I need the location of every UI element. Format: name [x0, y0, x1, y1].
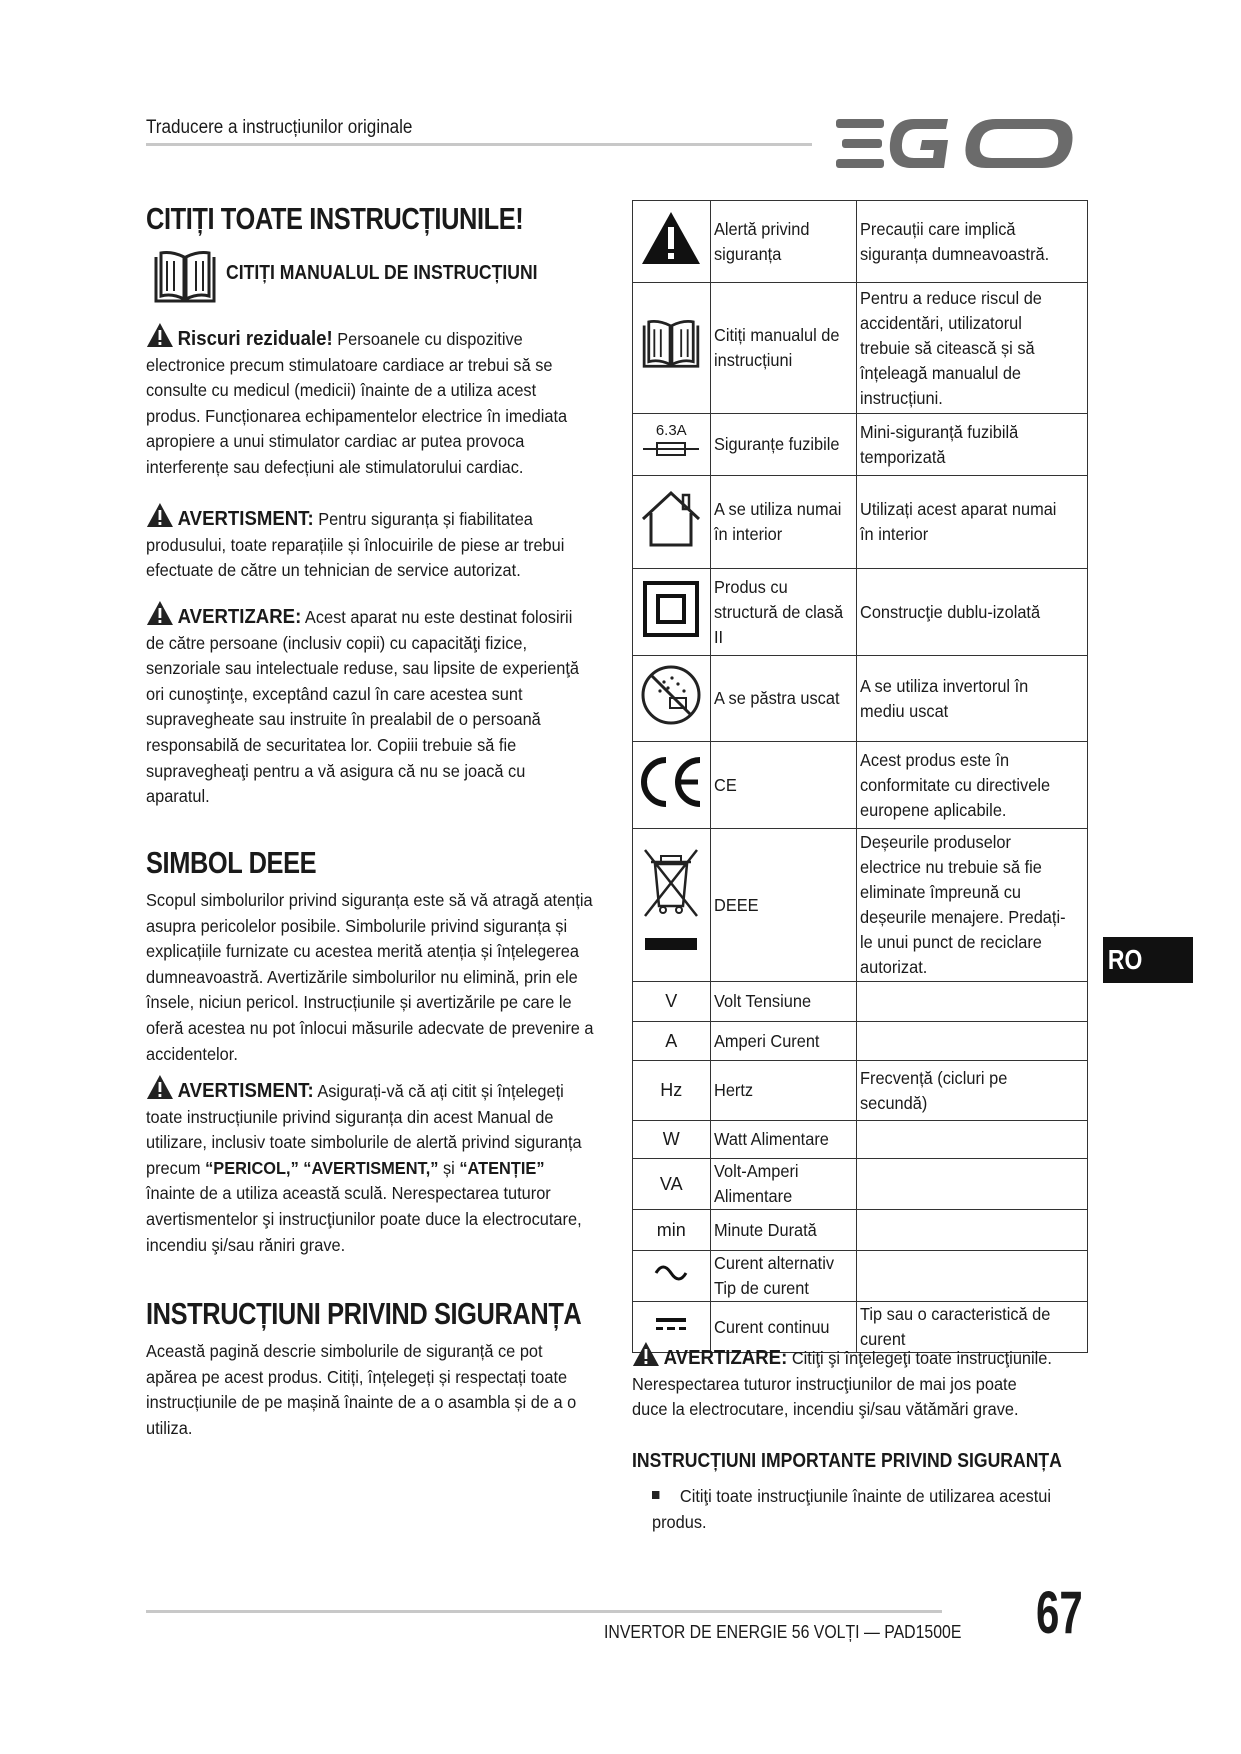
symbol-cell	[633, 283, 711, 414]
ac-wave-icon	[654, 1263, 688, 1283]
symbol-name: DEEE	[713, 894, 759, 915]
table-row	[633, 569, 1088, 656]
right-warning-paragraph	[632, 1341, 1056, 1423]
symbol-cell	[633, 742, 711, 829]
symbol-name: A se utiliza numai în interior	[713, 499, 841, 544]
symbol-name: Hertz	[713, 1080, 753, 1100]
symbol-meaning: Frecvență (cicluri pe secundă)	[860, 1067, 1008, 1113]
symbol-name: Citiți manualul de instrucțiuni	[713, 325, 840, 370]
table-row	[633, 982, 1088, 1022]
symbol-name: Watt Alimentare	[713, 1129, 829, 1149]
warning-triangle-icon	[632, 1341, 660, 1367]
bullet-square-icon	[652, 1491, 659, 1499]
footer-product: INVERTOR DE ENERGIE 56 VOLȚI — PAD1500E	[604, 1622, 962, 1642]
header-divider	[146, 143, 812, 146]
symbol-name: Produs cu structură de clasă II	[713, 576, 843, 647]
footer-divider	[146, 1610, 942, 1613]
symbol-cell	[633, 569, 711, 656]
table-row	[633, 1210, 1088, 1251]
symbol-name-cell	[710, 569, 857, 656]
warning-persons-paragraph	[146, 600, 592, 810]
dc-current-icon	[654, 1314, 688, 1334]
table-row	[633, 1159, 1088, 1210]
symbol-name-cell	[710, 742, 857, 829]
warning3-bold: “PERICOL,” “AVERTISMENT,”	[205, 1157, 439, 1178]
symbol-meaning: Pentru a reduce riscul de accidentări, utilizatorul trebuie să citească și să înțeleagă manualul de instrucțiuni.	[860, 287, 1043, 408]
symbol-cell	[633, 1210, 711, 1251]
symbol-meaning-cell	[857, 656, 1088, 742]
symbol-meaning: Mini-siguranță fuzibilă temporizată	[860, 421, 1019, 467]
warning-repairs-paragraph	[146, 502, 592, 584]
warning3-bold2: “ATENȚIE”	[459, 1157, 545, 1178]
symbol-meaning: Precauții care implică siguranța dumneavoastră.	[860, 218, 1050, 264]
symbol-text: min	[656, 1219, 686, 1240]
symbol-meaning-cell	[857, 476, 1088, 569]
table-row	[633, 201, 1088, 283]
symbol-name: CE	[713, 774, 737, 795]
symbol-meaning: Utilizați acest aparat numai în interior	[860, 499, 1057, 544]
table-row	[633, 656, 1088, 742]
double-insulation-icon	[642, 580, 700, 638]
symbol-text: Hz	[660, 1080, 683, 1100]
symbol-text: A	[665, 1030, 678, 1051]
symbol-name: Volt-Amperi Alimentare	[713, 1161, 799, 1206]
warning3-body-b: înainte de a utiliza această sculă. Nerespectarea tuturor avertismentelor şi instrucţiunilor poate duce la electrocutare, incendiu şi/sau răniri grave.	[146, 1183, 582, 1255]
heading-important: INSTRUCȚIUNI IMPORTANTE PRIVIND SIGURANȚA	[632, 1450, 1062, 1472]
symbol-cell	[633, 829, 711, 982]
symbol-meaning-cell	[857, 1251, 1088, 1302]
symbols-table	[632, 200, 1088, 1353]
warning1-body: Pentru siguranța și fiabilitatea produsului, toate reparațiile și înlocuirile de piese ar trebui efectuate de către un tehnician de service autorizat.	[146, 509, 565, 581]
symbol-meaning-cell	[857, 742, 1088, 829]
symbol-meaning-cell	[857, 414, 1088, 476]
symbol-cell	[633, 476, 711, 569]
warning2-body: Acest aparat nu este destinat folosirii de către persoane (inclusiv copii) cu capacităţi fizice, senzoriale sau intelectuale reduse, sau lipsite de experienţă ori cunoştinţe, exceptând cazul în care acestea sunt supravegheate sau instruite în prealabil de o persoană responsabilă de securitatea lor. Copiii trebuie să fie supravegheaţi pentru a vă asigura că nu se joacă cu aparatul.	[146, 607, 579, 807]
language-tab: RO	[1103, 937, 1193, 983]
symbol-cell	[633, 414, 711, 476]
symbol-name: Alertă privind siguranța	[713, 218, 809, 264]
house-icon	[639, 489, 703, 549]
residual-body: Persoanele cu dispozitive electronice precum stimulatoare cardiace ar trebui să se consulte cu medicul (medicii) înainte de a utiliza acest produs. Funcționarea echipamentelor electrice în imediata apropiere a unui stimulator cardiac ar putea provoca interferențe sau defecțiuni ale stimulatorului cardiac.	[146, 329, 568, 477]
symbol-meaning-cell	[857, 1061, 1088, 1121]
symbol-name-cell	[710, 1061, 857, 1121]
warning2-title: AVERTIZARE:	[177, 606, 302, 628]
table-row	[633, 414, 1088, 476]
table-row	[633, 742, 1088, 829]
symbol-cell	[633, 201, 711, 283]
page-number: 67	[1036, 1579, 1083, 1646]
warning3-body-a: Asigurați-vă că ați citit și înțelegeți toate instrucțiunile privind siguranța din acest Manual de utilizare, inclusiv toate simbolurile de alertă privind siguranța precum	[146, 1081, 582, 1178]
symbol-name-cell	[710, 982, 857, 1022]
alert-triangle-icon	[640, 210, 702, 266]
safety-paragraph: Această pagină descrie simbolurile de siguranță ce pot apărea pe acest produs. Citiți, înțelegeți și respectați toate instrucțiunile de pe mașină înainte de a o asambla și de a o utiliza.	[146, 1341, 577, 1438]
warning3-title: AVERTISMENT:	[177, 1080, 314, 1102]
symbol-meaning-cell	[857, 1210, 1088, 1251]
symbol-text: V	[665, 991, 678, 1011]
symbol-cell	[633, 1121, 711, 1159]
symbol-name-cell	[710, 1159, 857, 1210]
table-row	[633, 283, 1088, 414]
heading-safety: INSTRUCȚIUNI PRIVIND SIGURANȚA	[146, 1296, 582, 1331]
symbol-meaning-cell	[857, 283, 1088, 414]
symbol-name: Minute Durată	[713, 1219, 817, 1240]
table-row	[633, 1251, 1088, 1302]
symbol-text: VA	[659, 1173, 683, 1194]
warning-triangle-icon	[146, 600, 174, 626]
svg-text:EGO: EGO	[836, 114, 839, 115]
symbol-meaning-cell	[857, 829, 1088, 982]
symbol-name: Siguranțe fuzibile	[713, 434, 840, 454]
table-row	[633, 1061, 1088, 1121]
symbol-name-cell	[710, 656, 857, 742]
table-row	[633, 476, 1088, 569]
symbol-cell	[633, 982, 711, 1022]
symbol-cell	[633, 1159, 711, 1210]
right-warning-body: Citiţi şi înţelegeţi toate instrucţiunile. Nerespectarea tuturor instrucţiunilor de mai jos poate duce la electrocutare, incendiu şi/sau vătămări grave.	[632, 1348, 1052, 1420]
symbol-meaning-cell	[857, 1022, 1088, 1061]
symbol-name-cell	[710, 414, 857, 476]
header-subtitle: Traducere a instrucțiunilor originale	[146, 117, 413, 138]
symbol-name-cell	[710, 1251, 857, 1302]
symbol-meaning-cell	[857, 201, 1088, 283]
symbol-name-cell	[710, 476, 857, 569]
heading-read-all: CITIȚI TOATE INSTRUCȚIUNILE!	[146, 201, 524, 236]
symbol-text: W	[662, 1129, 680, 1149]
symbol-meaning-cell	[857, 569, 1088, 656]
symbol-meaning-cell	[857, 982, 1088, 1022]
ce-mark-icon	[636, 754, 706, 810]
table-row	[633, 1022, 1088, 1061]
warning-read-paragraph	[146, 1074, 592, 1258]
list-item: Citiţi toate instrucţiunile înainte de utilizarea acestui produs.	[652, 1486, 1051, 1532]
symbol-meaning-cell	[857, 1121, 1088, 1159]
symbol-cell	[633, 1061, 711, 1121]
book-icon	[152, 251, 218, 305]
symbol-meaning-cell	[857, 1159, 1088, 1210]
symbol-cell	[633, 1022, 711, 1061]
symbol-name: A se păstra uscat	[713, 688, 840, 708]
weee-bin-icon	[639, 842, 703, 962]
symbol-name-cell	[710, 201, 857, 283]
symbol-name-cell	[710, 1022, 857, 1061]
keep-dry-icon	[640, 664, 702, 726]
read-manual-label: CITIȚI MANUALUL DE INSTRUCȚIUNI	[226, 262, 538, 284]
warning-triangle-icon	[146, 502, 174, 528]
heading-deee: SIMBOL DEEE	[146, 845, 317, 880]
table-row	[633, 1121, 1088, 1159]
fuse-icon	[641, 439, 701, 459]
symbol-cell	[633, 1251, 711, 1302]
deee-paragraph: Scopul simbolurilor privind siguranța este să vă atragă atenția asupra pericolelor posibile. Simbolurile privind siguranța și explicațiile furnizate cu acestea merită atenția și înțelegerea dumneavoastră. Avertizările simbolurilor nu elimină, prin ele însele, niciun pericol. Instrucțiunile și avertizările pe care le oferă acestea nu pot înlocui măsurile adecvate de prevenire a accidentelor.	[146, 890, 594, 1064]
right-warning-title: AVERTIZARE:	[663, 1347, 788, 1369]
warning-triangle-icon	[146, 1074, 174, 1100]
warning-triangle-icon	[146, 322, 174, 348]
symbol-name-cell	[710, 1121, 857, 1159]
ego-logo	[836, 114, 1088, 174]
symbol-meaning: A se utiliza invertorul în mediu uscat	[860, 675, 1029, 721]
fuse-rating: 6.3A	[655, 422, 687, 439]
warning1-title: AVERTISMENT:	[177, 508, 314, 530]
symbol-meaning: Construcţie dublu-izolată	[860, 601, 1041, 622]
residual-title: Riscuri reziduale!	[177, 328, 333, 350]
symbol-name: Amperi Curent	[713, 1030, 819, 1051]
table-row	[633, 829, 1088, 982]
symbol-name: Curent alternativ Tip de curent	[713, 1253, 834, 1298]
symbol-cell	[633, 656, 711, 742]
symbol-name-cell	[710, 283, 857, 414]
symbol-meaning: Tip sau o caracteristică de curent	[860, 1304, 1051, 1349]
residual-risk-paragraph	[146, 322, 592, 481]
symbol-meaning: Deșeurile produselor electrice nu trebuie să fie eliminate împreună cu deșeurile menajere. Predați-le unui punct de reciclare autorizat.	[860, 832, 1067, 977]
warning3-and: și	[442, 1157, 455, 1178]
symbol-name: Curent continuu	[713, 1316, 830, 1337]
book-icon	[640, 320, 702, 370]
symbol-name: Volt Tensiune	[713, 991, 811, 1011]
symbol-name-cell	[710, 829, 857, 982]
symbol-meaning: Acest produs este în conformitate cu directivele europene aplicabile.	[860, 749, 1051, 820]
symbol-name-cell	[710, 1210, 857, 1251]
